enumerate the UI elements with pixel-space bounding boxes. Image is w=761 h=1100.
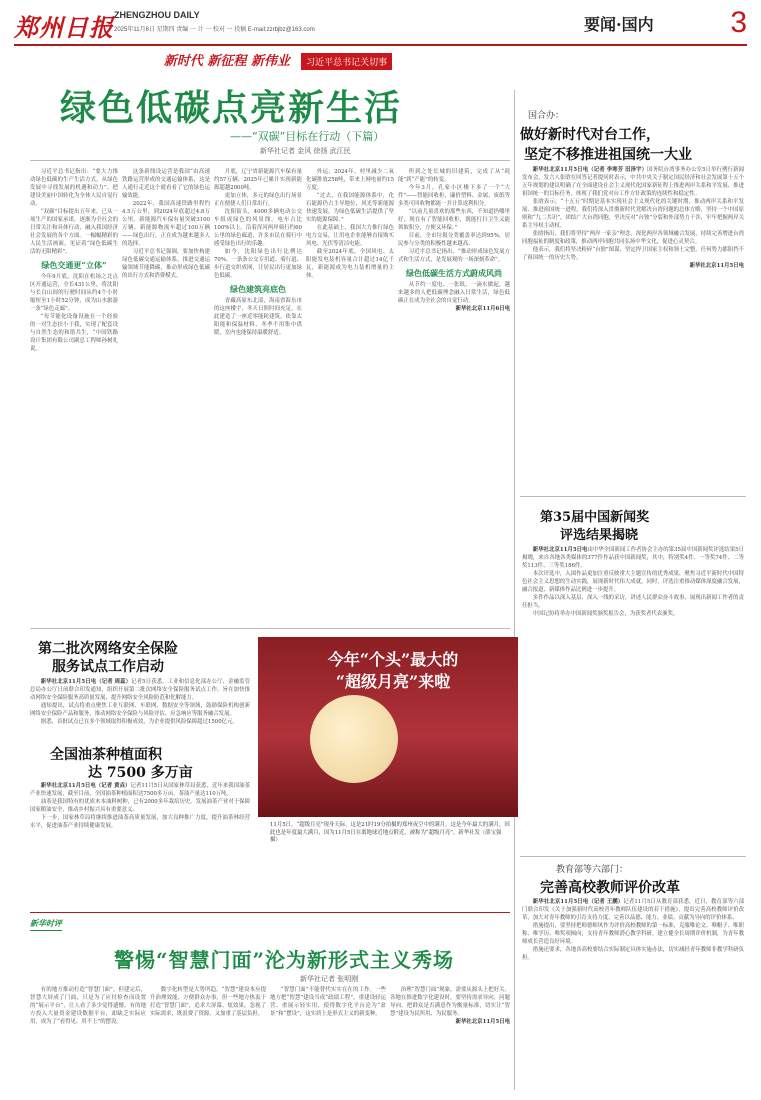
series-banner bbox=[128, 50, 428, 72]
dateline: 新华社北京11月5日电（记者 李寒芳 田泽宇） bbox=[532, 167, 648, 173]
paragraph: “过去，在我国能源体系中，化石能源仍占主导地位，风光等新能源快速发展，为绿色低碳生活提供了坚实的能源保障。” bbox=[306, 193, 394, 223]
lead-subheadline: ——“双碳”目标在行动（下篇） bbox=[230, 130, 385, 143]
column-divider bbox=[514, 90, 515, 1090]
page-number: 3 bbox=[730, 6, 747, 39]
paragraph: 数字化转型是大势所趋，“智慧”建设本应提升治理效能、方便群众办事。但一些地方热衷于打造“智慧门面”，追求大屏幕、炫效果，忽视了实际需求，既浪费了资源，又加重了基层负担。 bbox=[150, 987, 266, 1017]
divider bbox=[30, 160, 510, 161]
photo-headline: “超级月亮”来啦 bbox=[335, 672, 451, 691]
feature-headline: 警惕“智慧门面”沦为新形式主义秀场 bbox=[114, 948, 455, 972]
article-headline: 第二批次网络安全保险 bbox=[38, 641, 178, 657]
paragraph: 治理“智慧门面”现象，需要从源头上把好关。各地在推进数字化建设时，要坚持需求导向、问题导向，把群众是否满意作为衡量标准，切实让“智慧”建设为民所用、为民服务。 bbox=[390, 987, 510, 1017]
paragraph: 记者11月5日从教育部获悉，近日，教育部等六部门联合印发《关于加强新时代高校青年教师队伍建设的若干措施》，提出完善高校教师评价改革，加大对青年教师的引育支持力度，完善以品德、能力、业绩、贡献为导向的评价体系。 bbox=[522, 899, 744, 921]
news-award-article-body bbox=[522, 546, 744, 852]
divider bbox=[30, 628, 510, 629]
education-article-body bbox=[522, 898, 744, 1094]
paragraph: “每节能化设备设施在一个经验的一对生态扶小于我，实现了配套设与自然生态的和谐共生，“中国铁路设计集团有限公司副总工程师孙树礼说。 bbox=[30, 314, 118, 352]
divider bbox=[30, 912, 510, 913]
article-headline: 完善高校教师评价改革 bbox=[540, 880, 680, 896]
paragraph: 今年3月，孔家小区楼下多了一个“大件”——智能回收柜，廉价塑料、金属、废纸等多类可回收物都能一并计算返利积分。 bbox=[398, 185, 510, 207]
paragraph: 2022年，我国高速铁路里程约4.5万公里，到2024年底超过4.8万公里。新能源汽车保有量突破3100万辆，新能源物流车超过100万辆——绿色出行，正在成为越来越多人的选择。 bbox=[122, 201, 210, 247]
paragraph: 措施提出，要坚持把师德师风作为评价高校教师的第一标准，克服唯论文、唯帽子、唯职称、唯学历、唯奖项倾向，支持青年教师潜心教学科研，建立健全长周期评价机制，为青年教师成长营造良好环境。 bbox=[522, 923, 744, 945]
paragraph: “智慧门面”不能替代实实在在的工作。一些地方把“智慧”建设当成“政绩工程”，重建设轻运营、重展示轻实用，使得数字化平台沦为“盆景”和“摆设”，这实质上是形式主义的新变种。 bbox=[270, 987, 386, 1017]
paragraph: 更加立体，多元的绿色出行场景正在便捷人们日常出行。 bbox=[214, 193, 302, 207]
paragraph: 习近平总书记强调，要加快构建绿色低碳交通运输体系，推进交通运输领域节能降碳，推动形成绿色低碳的出行方式和消费模式。 bbox=[122, 249, 210, 279]
section-subhead: 绿色交通更“立体” bbox=[41, 260, 107, 270]
paragraph: 本次评选中，入围作品更加注重反映重大主题宣传的优秀成果，聚焦习近平新时代中国特色社会主义思想的生动实践，展现新时代伟大成就。同时，评选注重推动媒体深度融合发展，融合报道、新媒体作品比例进一步提升。 bbox=[522, 571, 744, 593]
moon-image bbox=[310, 695, 398, 783]
lead-byline: 新华社记者 金风 徐扬 武江民 bbox=[260, 147, 351, 155]
article-headline: 服务试点工作启动 bbox=[52, 659, 164, 675]
article-kicker: 教育部等六部门： bbox=[556, 865, 629, 875]
article-headline: 坚定不移推进祖国统一大业 bbox=[524, 147, 692, 163]
feature-byline: 新华社记者 张明刚 bbox=[300, 975, 359, 983]
article-headline: 评选结果揭晓 bbox=[560, 528, 639, 543]
divider bbox=[520, 856, 746, 857]
paragraph: 习近平总书记指出，“推动形成绿色发展方式和生活方式，是发展观的一场深刻革命”。 bbox=[398, 249, 510, 263]
paragraph: 油茶是我国特有的优质木本油料树种，已有2000多年栽培历史。发展油茶产业对于保障国家粮油安全、推动乡村振兴具有重要意义。 bbox=[30, 799, 250, 813]
paragraph: 张晗指出，我们将坚持“两岸一家亲”理念，深化两岸各领域融合发展，持续完善增进台湾同胞福祉的制度和政策，推动两岸同胞共同弘扬中华文化，促进心灵契合。 bbox=[522, 231, 744, 245]
paragraph: 青藏高原东北部，海南省海东市的这座楼宇，冬天日照时间充足，在此建造了一座近零能耗建筑，依靠太阳能和保温材料，冬季不用集中供暖，室内也能保持温暖舒适。 bbox=[214, 298, 302, 336]
paragraph: “以前儿童喜欢的那些东西，不知道扔哪里好，现在有了智能回收柜，既能打扫卫生又能领取积分，方便又环保。” bbox=[398, 209, 510, 231]
paragraph: 国务院台湾事务办公室5日举行例行新闻发布会，发言人张晗在回答记者提问时表示，中共中央关于制定国民经济和社会发展第十五个五年规划的建议明确了在全面建设社会主义现代化国家新征程上推进两岸关系和平发展、推进祖国统一的目标任务，体现了我们党对台工作方针政策的连续性和稳定性。 bbox=[522, 167, 744, 197]
section-name: 要闻·国内 bbox=[584, 15, 654, 34]
issue-info: 2025年11月6日 星期四 责编 一 计 一 校对 一 投稿 E-mail:zzrbjbz@163.com bbox=[114, 27, 315, 33]
paragraph: 截至2024年底，全国风电、太阳能发电装机容量合计超过14亿千瓦，新能源成为电力装机增量的主体。 bbox=[306, 249, 394, 279]
paragraph: 外运，2024年，村里减少二氧化碳排放258吨，带来上网电量约15万度。 bbox=[306, 169, 394, 191]
paragraph: 沈阳街头，4000多辆电动公交车组成绿色的风景线，电车占比100%以上。沿着浑河两岸骑行约60公里的绿色廊道，许多市民在骑行中感受绿色出行的乐趣。 bbox=[214, 209, 302, 247]
paragraph: 措施还要求，各地各高校要结合实际制定具体实施办法，切实减轻青年教师非教学科研负担。 bbox=[522, 947, 744, 961]
article-headline: 达 7500 多万亩 bbox=[88, 765, 193, 781]
feature-column-2 bbox=[150, 986, 266, 1094]
section-subhead: 绿色低碳生活方式蔚成风尚 bbox=[406, 268, 502, 278]
paragraph: 这条新线设运营是我国“由高速铁路运营形成的交通运输体系，这是人通行走近这个就看看了它的绿色运输效能。 bbox=[122, 169, 210, 199]
article-headline: 第35届中国新闻奖 bbox=[540, 510, 650, 525]
lead-column-3 bbox=[214, 168, 302, 606]
paragraph: 今年9月底，沈阳在机场之北点区开通运营，全长431公里，将沈阳与长白山间的行驶时间从约4个小时缩短至1小时52分钟，成为山水旅游一条“绿色走廊”。 bbox=[30, 274, 118, 312]
newspaper-logo: 郑州日报 bbox=[14, 13, 114, 42]
paragraph: “双碳”目标提出五年来，已从一项生产的国家承诺，逐渐为全社会的日常关注和具体行动，融入我国经济社会发展的各个方面。一幅幅精彩的人民生活画面，见证着“绿色低碳生活的无限精彩”。 bbox=[30, 209, 118, 255]
paragraph: 多件作品以深入基层、深入一线的采访，讲述人民群众奋斗故事，展现出新闻工作者的责任担当。 bbox=[522, 595, 744, 609]
paragraph: 张晗表示，“十五五”时期是基本实现社会主义现代化的关键时期，推动两岸关系和平发展、推进祖国统一进程，我们将深入贯彻新时代党解决台湾问题的总体方略，坚持一个中国原则和“九二共识”，团结广大台湾同胞，坚决反对“台独”分裂和外部势力干涉，牢牢把握两岸关系主导权主动权。 bbox=[522, 199, 744, 229]
article-headline: 全国油茶种植面积 bbox=[50, 747, 162, 763]
taiwan-article-body bbox=[522, 166, 744, 490]
paragraph: 记者5日获悉，工业和信息化部办公厅、金融监管总局办公厅日前联合印发通知，组织开展第二批次网络安全保险服务试点工作，旨在加快推动网络安全保险服务高质量发展，提升网络安全风险防范和化解能力。 bbox=[30, 679, 250, 701]
paragraph: 由中华全国新闻工作者协会主办的第35届中国新闻奖评选结果5日揭晓，来自各地各类媒体的377件作品获中国新闻奖，其中，特别奖4件、一等奖74件、二等奖113件、三等奖186件。 bbox=[522, 547, 744, 569]
column-label: 新华时评 bbox=[30, 918, 62, 931]
paragraph: 如今，沈阳绿色出行比例达70%，一条条公交专用道、骑行道、步行道交织成网，让居民出行更加绿色低碳。 bbox=[214, 249, 302, 279]
feature-column-3 bbox=[270, 986, 386, 1094]
dateline: 新华社北京11月5日电（记者 周蕊） bbox=[40, 679, 132, 685]
series-tag: 习近平总书记关切事 bbox=[301, 53, 392, 70]
paragraph: 据悉，首批试点已在多个领域取得积极成效，为企业提供风险保障超过1500亿元。 bbox=[40, 719, 238, 725]
lead-column-4 bbox=[306, 168, 394, 606]
paragraph: 月底，辽宁省新能源汽车保有量约57万辆，2025年已累计实现新能源超越2000吨。 bbox=[214, 169, 302, 191]
article-footer: 新华社北京11月5日电 bbox=[455, 1019, 510, 1025]
dateline: 新华社北京11月5日电 bbox=[532, 547, 588, 553]
paragraph: 目前，全市垃圾分类覆盖率达到95%，居民参与分类的积极性越来越高。 bbox=[398, 233, 510, 247]
dateline: 新华社北京11月5日电（记者 黄垚） bbox=[40, 783, 131, 789]
paragraph: 下一步，国家林草局将继续推进油茶高质量发展，加大良种推广力度，提升油茶林经营水平，促进油茶产业持续健康发展。 bbox=[30, 815, 250, 829]
photo-headline: 今年“个头”最大的 bbox=[327, 650, 459, 669]
paragraph: 所到之处长城的旧建筑，完成了从“耗能”到“产能”的转变。 bbox=[398, 169, 510, 183]
paragraph: 在此基础上，我国大力推行绿色电力交易，让用电企业能够直接购买风电、光伏等清洁电能。 bbox=[306, 225, 394, 247]
lead-column-1 bbox=[30, 168, 118, 606]
paragraph: 通知提出，试点将重点聚焦工业互联网、车联网、数据安全等领域，鼓励保险机构创新网络安全保险产品和服务，推动网络安全保险与风险评估、应急响应等服务融合发展。 bbox=[30, 703, 250, 717]
feature-column-1 bbox=[30, 986, 146, 1094]
paragraph: 从节约一度电、一张纸、一滴水做起，越来越多的人把低碳理念融入日常生活，绿色低碳正在成为全社会的自觉行动。 bbox=[398, 282, 510, 304]
cyber-article-body bbox=[30, 678, 250, 736]
article-footer: 新华社北京11月5日电 bbox=[689, 263, 744, 269]
article-headline: 做好新时代对台工作， bbox=[520, 127, 660, 143]
paragraph: 有的地方推动打造“智慧门面”，但建完后，智慧大屏成了门面，只是为了应付检查而设置的“展示平台”，让人看了多少觉得遗憾。有的地方投入大量资金建设数据平台，却缺乏实际应用，成为了“看得见、用不上”的摆设。 bbox=[30, 987, 146, 1025]
divider bbox=[520, 496, 746, 497]
dateline: 新华社北京11月5日电（记者 王鹏） bbox=[532, 899, 624, 905]
newspaper-english-name: ZHENGZHOU DAILY bbox=[114, 10, 200, 20]
lead-column-5 bbox=[398, 168, 510, 606]
paragraph: 习近平总书记指出：“要大力推动绿色低碳的生产生活方式，从绿色发展中寻找发展的机遇和动力”。把建设美丽中国转化为全体人民自觉行动。 bbox=[30, 169, 118, 207]
lead-column-2 bbox=[122, 168, 210, 606]
paragraph: 记者11月5日从国家林草局获悉，近年来我国油茶产业快速发展，截至目前，全国油茶种植面积达7500多万亩，茶油产量达110万吨。 bbox=[30, 783, 250, 797]
masthead bbox=[14, 6, 747, 46]
tea-article-body bbox=[30, 782, 250, 910]
lead-headline: 绿色低碳点亮新生活 bbox=[60, 87, 403, 129]
article-footer: 新华社北京11月6日电 bbox=[455, 306, 510, 312]
feature-column-4 bbox=[390, 986, 510, 1094]
supermoon-photo bbox=[258, 637, 518, 817]
paragraph: 他表示，我们将坚决粉碎“台独”图谋，坚定捍卫国家主权和领土完整，任何势力都阻挡不了祖国统一的历史大势。 bbox=[522, 247, 744, 261]
photo-caption: 11月5日，“超级月亮”现身天际。这是21时19分拍摄的郑州夜空中的满月。这是今年最大的满月，因此也是年度最大满月，国为11月5日在离地球近地点附近，被称为“超级月亮”。新华社发（薛宝强 摄） bbox=[270, 822, 510, 843]
section-subhead: 绿色建筑亮底色 bbox=[230, 284, 286, 294]
article-kicker: 国合办： bbox=[528, 111, 565, 121]
paragraph: 中国记协将举办中国新闻奖颁奖报告会，为获奖者代表颁奖。 bbox=[532, 611, 679, 617]
series-slogan: 新时代 新征程 新伟业 bbox=[163, 54, 290, 69]
